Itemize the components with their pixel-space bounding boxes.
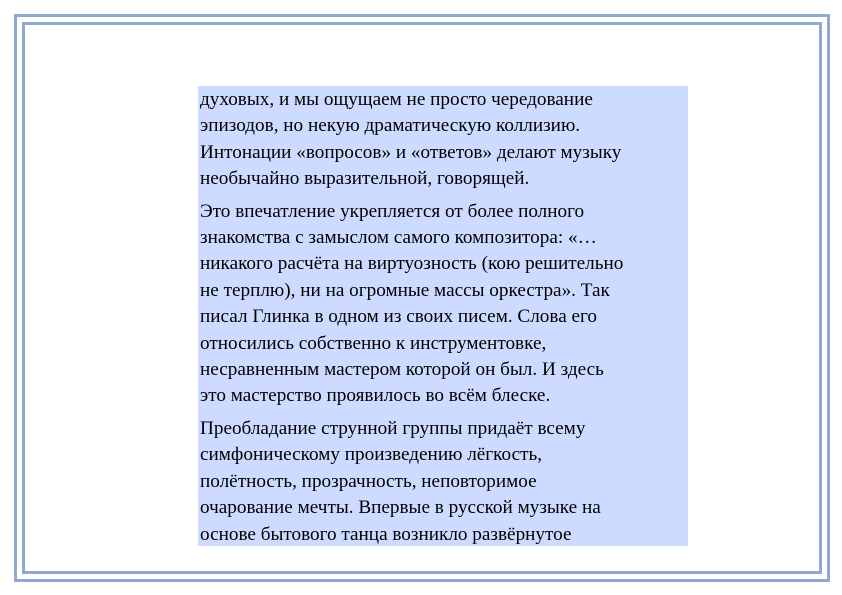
text-line: полётность, прозрачность, неповторимое	[200, 470, 537, 492]
text-line: несравненным мастером которой он был. И здесь	[200, 359, 604, 381]
text-line: знакомства с замыслом самого композитора: «…	[200, 227, 597, 249]
text-line: писал Глинка в одном из своих писем. Слова его	[200, 306, 598, 328]
text-line: Преобладание струнной группы придаёт всему	[200, 417, 586, 439]
paragraph-2	[200, 199, 686, 410]
text-line: необычайно выразительной, говорящей.	[200, 168, 530, 190]
paragraph-3	[200, 416, 686, 548]
paragraph-1	[200, 87, 686, 193]
text-line: никакого расчёта на виртуозность (кою решительно	[200, 253, 624, 275]
text-line: эпизодов, но некую драматическую коллизию.	[200, 115, 581, 137]
text-line: духовых, и мы ощущаем не просто чередование	[200, 89, 593, 110]
text-line: очарование мечты. Впервые в русской музыке на	[200, 497, 601, 519]
text-line: не терплю), ни на огромные массы оркестра». Так	[200, 279, 610, 301]
text-line: основе бытового танца возникло развёрнутое	[200, 523, 572, 545]
text-line: это мастерство проявилось во всём блеске.	[200, 385, 551, 407]
text-line: Интонации «вопросов» и «ответов» делают музыку	[200, 141, 622, 163]
text-line: симфоническому произведению лёгкость,	[200, 444, 543, 466]
text-line: Это впечатление укрепляется от более полного	[200, 200, 585, 222]
text-line: относились собственно к инструментовке,	[200, 332, 547, 354]
text-block	[198, 86, 688, 546]
